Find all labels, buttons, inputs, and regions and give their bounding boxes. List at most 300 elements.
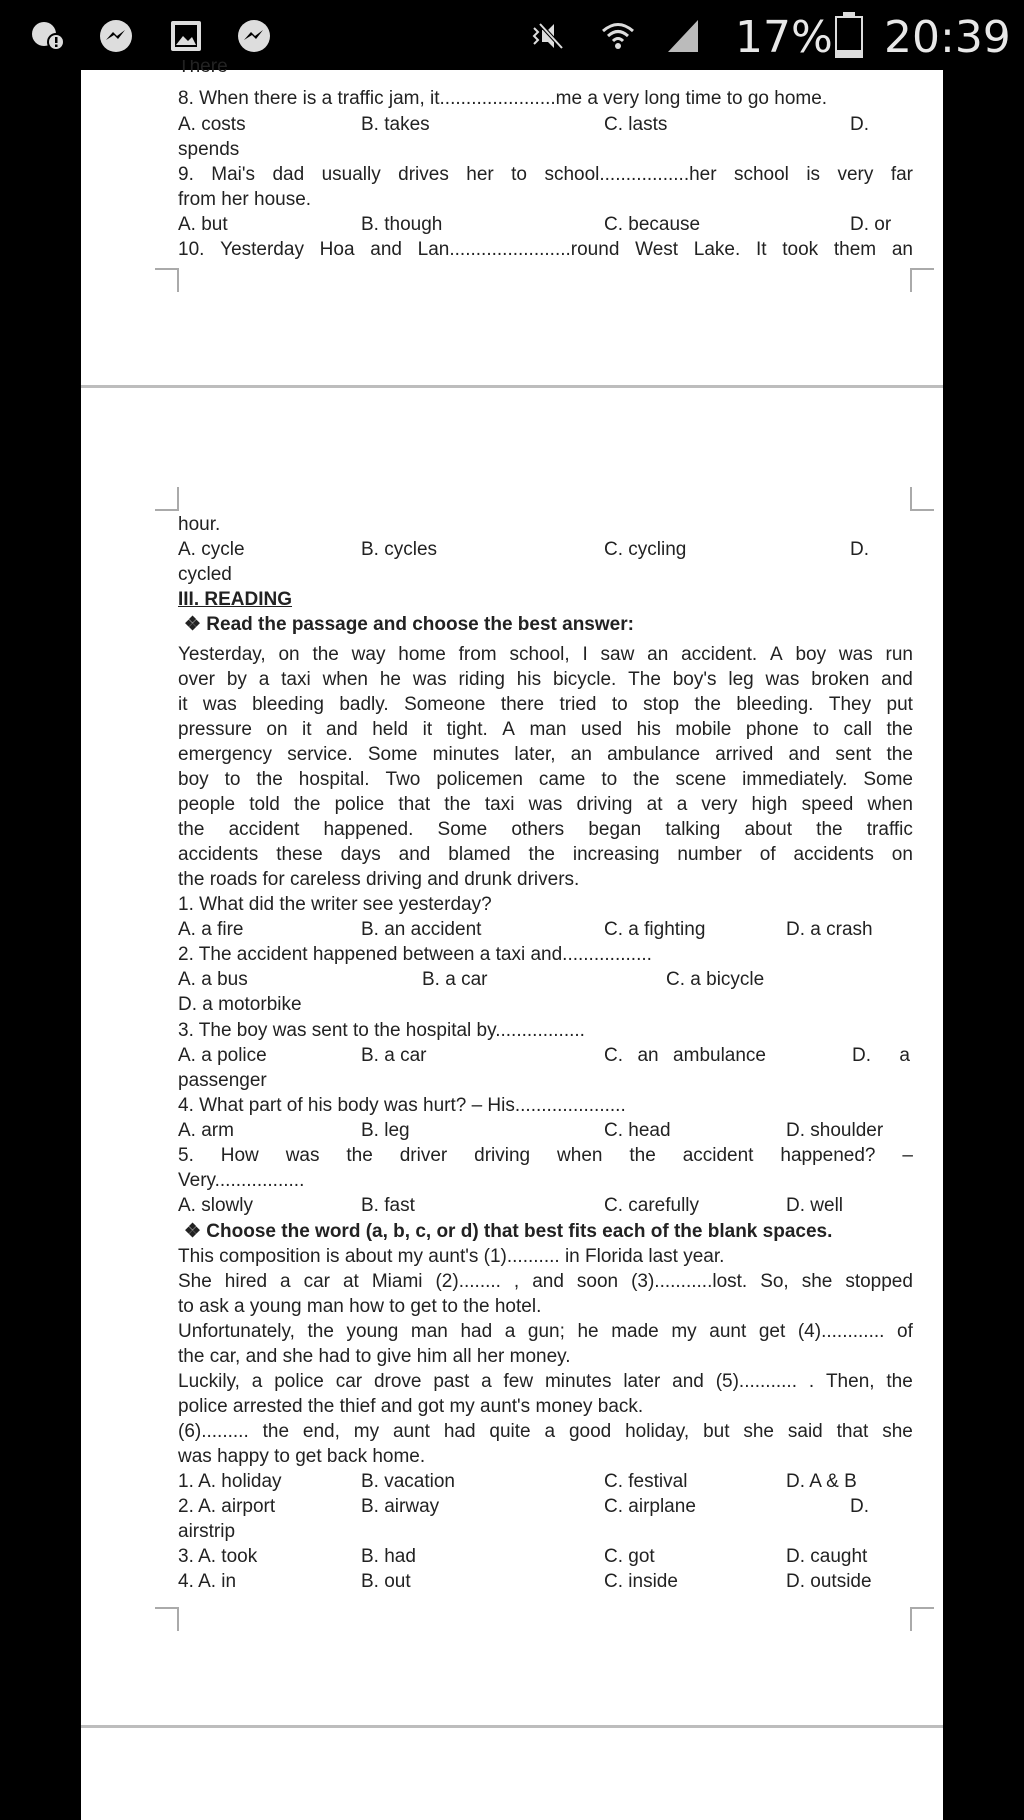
r3-option-a: A. a police	[178, 1045, 267, 1066]
word: ambulance	[673, 1045, 766, 1066]
cloze-line: police arrested the thief and got my aunt's money back.	[178, 1396, 644, 1417]
c1-option-c: C. festival	[604, 1471, 688, 1492]
word: the	[629, 1145, 656, 1166]
word: the	[294, 794, 321, 815]
word: happened?	[780, 1145, 876, 1166]
word: he	[577, 1321, 599, 1342]
c3-option-d: D. caught	[786, 1546, 868, 1567]
r1-option-c: C. a fighting	[604, 919, 706, 940]
battery-percent: 17%	[735, 12, 833, 63]
r3-option-c	[604, 1043, 766, 1068]
battery-icon	[834, 12, 864, 58]
word: tried	[559, 694, 597, 715]
passage-line	[178, 642, 913, 667]
mute-icon	[530, 18, 566, 54]
word: but	[703, 1421, 730, 1442]
word: the	[346, 1145, 373, 1166]
word: stopped	[845, 1271, 913, 1292]
r4-option-c: C. head	[604, 1120, 671, 1141]
word: good	[568, 1421, 612, 1442]
word: minutes	[544, 1371, 612, 1392]
word: he	[379, 669, 401, 690]
word: happened.	[323, 819, 414, 840]
word: So,	[760, 1271, 789, 1292]
word: accident	[228, 819, 300, 840]
word: said	[787, 1421, 823, 1442]
q10-option-d: D.	[850, 539, 869, 560]
q8-option-d: D.	[850, 114, 869, 135]
word: call	[843, 719, 873, 740]
word: on	[891, 844, 913, 865]
q8-option-c: C. lasts	[604, 114, 668, 135]
word: tight.	[446, 719, 488, 740]
c4-option-b: B. out	[361, 1571, 411, 1592]
word: increasing	[572, 844, 660, 865]
word: the	[694, 694, 721, 715]
word: these	[276, 844, 323, 865]
word: high	[751, 794, 788, 815]
word: police	[334, 794, 385, 815]
word: driving	[474, 1145, 531, 1166]
word: Miami	[371, 1271, 423, 1292]
word: school,	[509, 644, 570, 665]
word: a	[251, 1371, 263, 1392]
word: Two	[385, 769, 421, 790]
word: was	[528, 794, 563, 815]
messenger-icon	[98, 18, 134, 54]
word: Yesterday,	[178, 644, 266, 665]
word: way	[351, 644, 386, 665]
word: was	[412, 669, 447, 690]
word: had	[460, 1321, 493, 1342]
word: about	[744, 819, 792, 840]
word: Then,	[825, 1371, 875, 1392]
word: car	[335, 1371, 363, 1392]
word: Lan.......................round	[417, 239, 620, 260]
word: to	[813, 719, 830, 740]
word: them	[833, 239, 877, 260]
word: made	[611, 1321, 659, 1342]
word: the	[444, 794, 471, 815]
word: a	[544, 1421, 556, 1442]
word: Hoa	[319, 239, 355, 260]
word: minutes	[432, 744, 500, 765]
word: drove	[373, 1371, 422, 1392]
reading-q1-stem: 1. What did the writer see yesterday?	[178, 894, 492, 915]
margin-mark	[910, 487, 934, 511]
word: on	[278, 644, 300, 665]
word: service.	[287, 744, 353, 765]
word: scene	[675, 769, 727, 790]
word: How	[220, 1145, 259, 1166]
word: arrived	[715, 744, 774, 765]
passage-line	[178, 817, 913, 842]
word: when	[867, 794, 913, 815]
word: (2)........	[435, 1271, 501, 1292]
word: .	[808, 1371, 815, 1392]
word: man	[529, 719, 567, 740]
word: C.	[604, 1045, 623, 1066]
word: pressure	[178, 719, 252, 740]
word: very	[837, 164, 874, 185]
q9-option-c: C. because	[604, 214, 701, 235]
word: was	[765, 669, 800, 690]
question-10-stem	[178, 237, 913, 262]
r4-option-b: B. leg	[361, 1120, 410, 1141]
word: Lake.	[693, 239, 741, 260]
word: a	[676, 794, 688, 815]
word: told	[249, 794, 280, 815]
cut-off-text: There	[178, 60, 228, 74]
word: put	[886, 694, 913, 715]
c4-option-c: C. inside	[604, 1571, 678, 1592]
word: (6).........	[178, 1421, 249, 1442]
signal-icon	[664, 18, 700, 54]
word: and	[398, 844, 431, 865]
word: A	[769, 644, 783, 665]
q9-option-b: B. though	[361, 214, 443, 235]
word: phone	[745, 719, 799, 740]
word: accident.	[681, 644, 758, 665]
word: mobile	[675, 719, 732, 740]
word: a	[258, 669, 270, 690]
word: accidents	[178, 844, 259, 865]
instruction-cloze: ❖ Choose the word (a, b, c, or d) that best fits each of the blank spaces.	[184, 1221, 833, 1242]
margin-mark	[910, 1607, 934, 1631]
word: later,	[514, 744, 556, 765]
word: past	[433, 1371, 470, 1392]
word: the	[262, 1421, 290, 1442]
word: boy	[178, 769, 209, 790]
passage-line-last: the roads for careless driving and drunk drivers.	[178, 869, 580, 890]
cloze-line: the car, and she had to give him all her money.	[178, 1346, 571, 1367]
c1-option-b: B. vacation	[361, 1471, 455, 1492]
margin-mark	[155, 487, 179, 511]
word: sent	[835, 744, 872, 765]
word: over	[178, 669, 215, 690]
word: holiday,	[625, 1421, 690, 1442]
section-heading-reading: III. READING	[178, 589, 293, 610]
word: at	[342, 1271, 359, 1292]
word: by	[226, 669, 247, 690]
clock: 20:39	[884, 12, 1011, 63]
word: They	[828, 694, 872, 715]
word: an	[647, 644, 669, 665]
word: quite	[489, 1421, 531, 1442]
q9-option-a: A. but	[178, 214, 228, 235]
reading-q5-stem-cont: Very.................	[178, 1170, 305, 1191]
word: later	[623, 1371, 661, 1392]
word: held	[372, 719, 409, 740]
word: and	[326, 719, 358, 740]
word: Some	[367, 744, 418, 765]
word: taxi	[484, 794, 515, 815]
word: from	[458, 644, 497, 665]
word: very	[701, 794, 738, 815]
word: it	[302, 719, 312, 740]
word: the	[312, 644, 339, 665]
word: broken	[811, 669, 870, 690]
word: accident	[682, 1145, 754, 1166]
word: few	[503, 1371, 534, 1392]
word: that	[398, 794, 431, 815]
word: an	[637, 1045, 659, 1066]
word: people	[178, 794, 236, 815]
messenger-icon	[236, 18, 272, 54]
word: Luckily,	[178, 1371, 240, 1392]
word: school.................her	[544, 164, 717, 185]
word: Mai's	[211, 164, 256, 185]
r5-option-a: A. slowly	[178, 1195, 253, 1216]
word: Unfortunately,	[178, 1321, 295, 1342]
r1-option-a: A. a fire	[178, 919, 244, 940]
reading-q5-stem	[178, 1143, 913, 1168]
word: his	[636, 719, 661, 740]
r2-option-d: D. a motorbike	[178, 994, 302, 1015]
r1-option-d: D. a crash	[786, 919, 873, 940]
word: man	[410, 1321, 448, 1342]
gallery-icon	[168, 18, 204, 54]
word: to	[601, 769, 618, 790]
word: Some	[437, 819, 488, 840]
q9-option-d: D. or	[850, 214, 892, 235]
word: Some	[863, 769, 913, 790]
margin-mark	[155, 268, 179, 292]
word: (5)...........	[715, 1371, 797, 1392]
word: and	[370, 239, 402, 260]
word: aunt	[709, 1321, 747, 1342]
passage-line	[178, 767, 913, 792]
word: 10.	[178, 239, 205, 260]
word: talking	[665, 819, 721, 840]
word: and	[672, 1371, 704, 1392]
c2-option-d: D.	[850, 1496, 869, 1517]
cloze-line	[178, 1419, 913, 1444]
word: emergency	[178, 744, 272, 765]
word: hired	[224, 1271, 268, 1292]
word: bleeding	[252, 694, 324, 715]
word: far	[890, 164, 913, 185]
question-9-stem-cont: from her house.	[178, 189, 312, 210]
word: blamed	[448, 844, 511, 865]
word: of	[897, 1321, 913, 1342]
word: the	[178, 819, 205, 840]
cloze-line	[178, 1369, 913, 1394]
r3-option-d-text: passenger	[178, 1070, 267, 1091]
word: policemen	[436, 769, 523, 790]
word: others	[511, 819, 565, 840]
word: an	[570, 744, 592, 765]
word: a	[481, 1371, 492, 1392]
r5-option-d: D. well	[786, 1195, 844, 1216]
word: and	[788, 744, 821, 765]
c4-option-a: 4. A. in	[178, 1571, 237, 1592]
word: home	[398, 644, 446, 665]
word: to	[511, 164, 528, 185]
word: the	[886, 1371, 913, 1392]
margin-mark	[155, 1607, 179, 1631]
c3-option-c: C. got	[604, 1546, 655, 1567]
word: run	[885, 644, 913, 665]
word: aunt	[392, 1421, 430, 1442]
word: it	[178, 694, 188, 715]
word: to	[611, 694, 628, 715]
word: immediately.	[742, 769, 848, 790]
word: She	[178, 1271, 212, 1292]
word: saw	[600, 644, 635, 665]
word: school	[733, 164, 789, 185]
word: ,	[513, 1271, 520, 1292]
word: number	[677, 844, 742, 865]
word: Yesterday	[220, 239, 304, 260]
c2-option-a: 2. A. airport	[178, 1496, 276, 1517]
question-10-stem-cont: hour.	[178, 514, 221, 535]
word: –	[902, 1145, 913, 1166]
cloze-line	[178, 1269, 913, 1294]
q8-option-a: A. costs	[178, 114, 246, 135]
word: the	[886, 719, 913, 740]
passage-line	[178, 692, 913, 717]
passage-line	[178, 792, 913, 817]
r2-option-a: A. a bus	[178, 969, 248, 990]
word: drives	[398, 164, 449, 185]
c3-option-b: B. had	[361, 1546, 416, 1567]
q10-option-d-text: cycled	[178, 564, 232, 585]
r1-option-b: B. an accident	[361, 919, 482, 940]
word: his	[516, 669, 542, 690]
word: end,	[302, 1421, 340, 1442]
word: there	[500, 694, 545, 715]
word: 9.	[178, 164, 194, 185]
cloze-line: to ask a young man how to get to the hotel.	[178, 1296, 542, 1317]
word: when	[322, 669, 368, 690]
word: was	[285, 1145, 320, 1166]
r3-option-b: B. a car	[361, 1045, 427, 1066]
word: it	[422, 719, 433, 740]
word: and	[532, 1271, 564, 1292]
word: her	[466, 164, 494, 185]
word: traffic	[866, 819, 913, 840]
q10-option-a: A. cycle	[178, 539, 245, 560]
word: gun;	[527, 1321, 565, 1342]
word: accidents	[793, 844, 874, 865]
word: the	[816, 819, 843, 840]
word: boy	[795, 644, 827, 665]
c1-option-d: D. A & B	[786, 1471, 857, 1492]
q10-option-b: B. cycles	[361, 539, 438, 560]
cloze-line: was happy to get back home.	[178, 1446, 426, 1467]
word: a	[899, 1045, 910, 1066]
word: my	[671, 1321, 697, 1342]
word: hospital.	[298, 769, 370, 790]
word: driver	[399, 1145, 448, 1166]
instruction-read-passage: ❖ Read the passage and choose the best answer:	[184, 614, 634, 635]
word: of	[759, 844, 776, 865]
margin-mark	[910, 268, 934, 292]
c4-option-d: D. outside	[786, 1571, 872, 1592]
r2-option-c: C. a bicycle	[666, 969, 765, 990]
word: badly.	[339, 694, 389, 715]
cloze-line: This composition is about my aunt's (1).......... in Florida last year.	[178, 1246, 725, 1267]
word: A	[502, 719, 515, 740]
passage-line	[178, 717, 913, 742]
word: driving	[576, 794, 633, 815]
r3-option-d	[852, 1043, 910, 1068]
word: when	[557, 1145, 603, 1166]
word: It	[755, 239, 767, 260]
word: The	[628, 669, 661, 690]
word: at	[646, 794, 663, 815]
c1-option-a: 1. A. holiday	[178, 1471, 282, 1492]
word: that	[836, 1421, 869, 1442]
word: young	[346, 1321, 399, 1342]
word: get	[758, 1321, 786, 1342]
word: had	[443, 1421, 476, 1442]
notification-icon	[30, 18, 66, 54]
q8-option-d-text: spends	[178, 139, 240, 160]
question-9-stem	[178, 162, 913, 187]
word: the	[256, 769, 283, 790]
word: she	[801, 1271, 833, 1292]
passage-line	[178, 742, 913, 767]
word: began	[588, 819, 642, 840]
cloze-line	[178, 1319, 913, 1344]
word: took	[782, 239, 819, 260]
word: West	[635, 239, 679, 260]
r4-option-a: A. arm	[178, 1120, 234, 1141]
word: 5.	[178, 1145, 194, 1166]
word: boy's	[672, 669, 717, 690]
word: was	[202, 694, 237, 715]
q10-option-c: C. cycling	[604, 539, 687, 560]
q8-option-b: B. takes	[361, 114, 430, 135]
word: an	[891, 239, 913, 260]
word: ambulance	[607, 744, 701, 765]
word: the	[633, 769, 660, 790]
question-8-stem: 8. When there is a traffic jam, it......................me a very long time to go home.	[178, 88, 828, 109]
word: the	[528, 844, 555, 865]
word: she	[882, 1421, 913, 1442]
word: leg	[728, 669, 754, 690]
c2-option-b: B. airway	[361, 1496, 440, 1517]
word: taxi	[281, 669, 311, 690]
word: my	[353, 1421, 380, 1442]
word: police	[274, 1371, 324, 1392]
reading-q2-stem: 2. The accident happened between a taxi and.................	[178, 944, 652, 965]
word: came	[538, 769, 586, 790]
reading-q3-stem: 3. The boy was sent to the hospital by.................	[178, 1020, 585, 1041]
reading-q4-stem: 4. What part of his body was hurt? – His.....................	[178, 1095, 626, 1116]
word: she	[743, 1421, 774, 1442]
word: (3)...........lost.	[631, 1271, 748, 1292]
word: car	[303, 1271, 330, 1292]
document-page-3	[81, 1728, 943, 1820]
c3-option-a: 3. A. took	[178, 1546, 258, 1567]
word: days	[340, 844, 381, 865]
word: the	[307, 1321, 334, 1342]
word: to	[224, 769, 241, 790]
word: stop	[643, 694, 680, 715]
r5-option-c: C. carefully	[604, 1195, 700, 1216]
r2-option-b: B. a car	[422, 969, 488, 990]
word: soon	[576, 1271, 619, 1292]
r4-option-d: D. shoulder	[786, 1120, 884, 1141]
c2-option-c: C. airplane	[604, 1496, 696, 1517]
word: used	[580, 719, 623, 740]
word: dad	[272, 164, 305, 185]
word: a	[280, 1271, 291, 1292]
passage-line	[178, 667, 913, 692]
